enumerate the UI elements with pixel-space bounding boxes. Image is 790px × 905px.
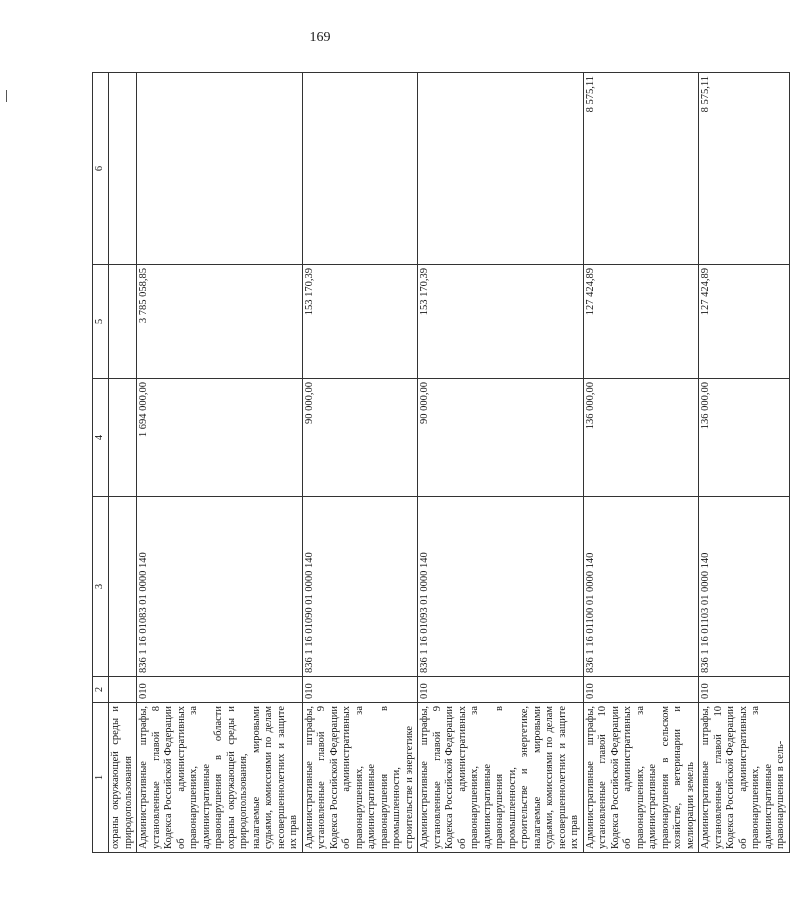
row-col6-value — [109, 73, 137, 265]
row-code — [109, 677, 137, 703]
row-kbk: 836 1 16 01100 01 0000 140 — [583, 497, 699, 677]
row-col6-value: 8 575,11 — [699, 73, 790, 265]
row-kbk: 836 1 16 01083 01 0000 140 — [137, 497, 303, 677]
row-kbk: 836 1 16 01093 01 0000 140 — [418, 497, 584, 677]
row-col4-value: 136 000,00 — [699, 379, 790, 497]
table-row — [418, 73, 584, 853]
table-header-row — [93, 73, 109, 853]
margin-mark — [6, 90, 7, 102]
row-col4-value: 90 000,00 — [302, 379, 418, 497]
row-description: Административные штрафы, установленные главой 9 Кодекса Российской Федерации об административных правонарушениях, за административные правонарушения в промышленности, строительстве и энергетике, налагаемые мировыми судьями, комиссиями по делам несовершеннолетних и защите их прав — [418, 703, 584, 853]
row-kbk: 836 1 16 01090 01 0000 140 — [302, 497, 418, 677]
row-code: 010 — [418, 677, 584, 703]
table-row — [583, 73, 699, 853]
row-col4-value: 136 000,00 — [583, 379, 699, 497]
row-kbk — [109, 497, 137, 677]
table-row — [137, 73, 303, 853]
row-col5-value — [109, 265, 137, 379]
row-code: 010 — [302, 677, 418, 703]
row-kbk: 836 1 16 01103 01 0000 140 — [699, 497, 790, 677]
page-number: 169 — [309, 30, 331, 45]
row-col5-value: 3 785 058,85 — [137, 265, 303, 379]
row-col4-value: 90 000,00 — [418, 379, 584, 497]
row-col5-value: 153 170,39 — [302, 265, 418, 379]
row-description: Административные штрафы, установленные главой 10 Кодекса Российской Федерации об административных правонарушениях, за административные правонарушения в сель- — [699, 703, 790, 853]
row-col6-value: 8 575,11 — [583, 73, 699, 265]
header-cell: 1 — [93, 703, 109, 853]
header-cell: 3 — [93, 497, 109, 677]
table-row — [302, 73, 418, 853]
header-cell: 2 — [93, 677, 109, 703]
rotated-table-wrapper — [92, 73, 786, 853]
row-col5-value: 127 424,89 — [699, 265, 790, 379]
header-cell: 4 — [93, 379, 109, 497]
row-description: охраны окружающей среды и природопользования — [109, 703, 137, 853]
row-col4-value: 1 694 000,00 — [137, 379, 303, 497]
row-code: 010 — [137, 677, 303, 703]
row-col6-value — [418, 73, 584, 265]
header-cell: 6 — [93, 73, 109, 265]
row-col6-value — [137, 73, 303, 265]
row-col5-value: 127 424,89 — [583, 265, 699, 379]
row-description: Административные штрафы, установленные главой 9 Кодекса Российской Федерации об административных правонарушениях, за административные правонарушения в промышленности, строительстве и энергетике — [302, 703, 418, 853]
row-code: 010 — [583, 677, 699, 703]
row-col6-value — [302, 73, 418, 265]
revenue-table — [92, 72, 790, 853]
row-description: Административные штрафы, установленные главой 8 Кодекса Российской Федерации об административных правонарушениях, за административные правонарушения в области охраны окружающей среды и природопользования, налагаемые мировыми судьями, комиссиями по делам несовершеннолетних и защите их прав — [137, 703, 303, 853]
table-row — [109, 73, 137, 853]
row-description: Административные штрафы, установленные главой 10 Кодекса Российской Федерации об административных правонарушениях, за административные правонарушения в сельском хозяйстве, ветеринарии и мелиорации земель — [583, 703, 699, 853]
table-row — [699, 73, 790, 853]
row-col5-value: 153 170,39 — [418, 265, 584, 379]
header-cell: 5 — [93, 265, 109, 379]
row-code: 010 — [699, 677, 790, 703]
row-col4-value — [109, 379, 137, 497]
